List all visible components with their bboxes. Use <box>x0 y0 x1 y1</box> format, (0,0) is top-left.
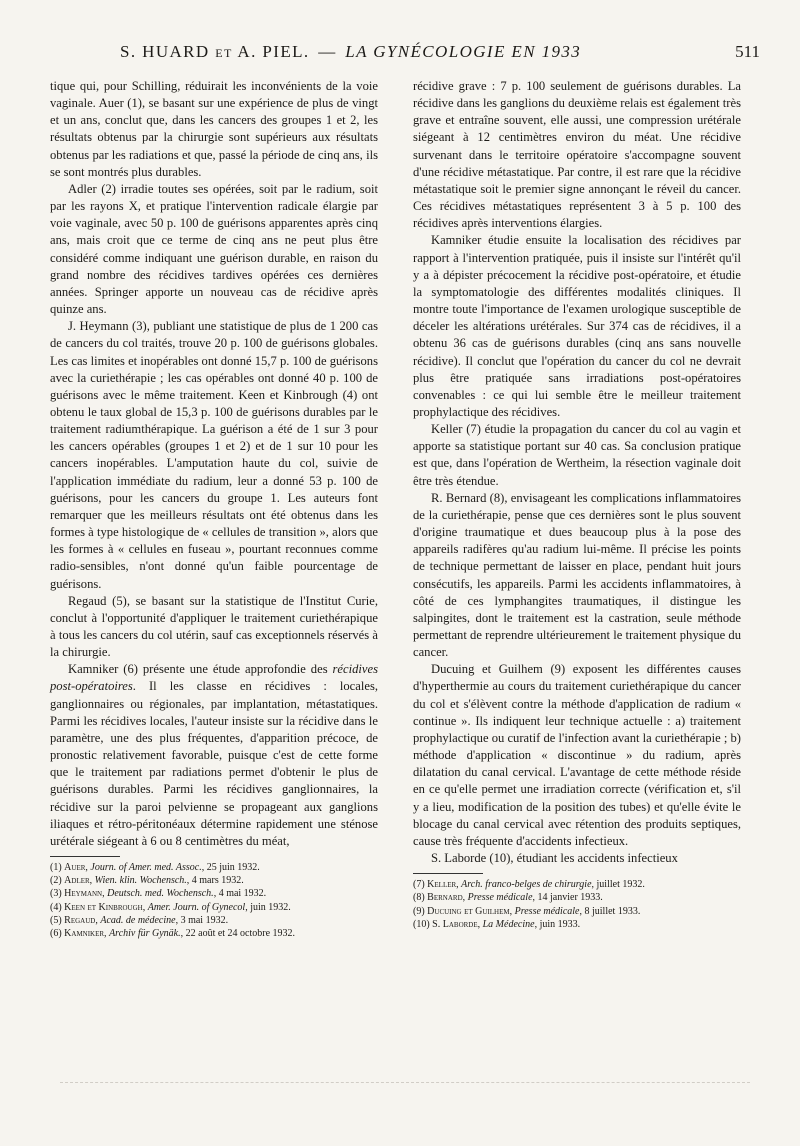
footnote <box>50 914 378 927</box>
page-bottom-smudge <box>60 1082 750 1095</box>
footnote <box>413 905 741 918</box>
footnote-rule <box>50 856 120 857</box>
footnote <box>50 901 378 914</box>
footnote <box>413 891 741 904</box>
text-run: Kamniker (6) présente une étude approfondie des <box>68 662 333 677</box>
footnote-author: Regaud, <box>64 914 98 926</box>
footnote-number: (10) <box>413 918 430 930</box>
left-column <box>50 78 378 940</box>
footnote-author: Bernard, <box>427 892 466 904</box>
footnotes <box>50 861 378 940</box>
footnote-source: Deutsch. med. Wochensch. <box>107 888 214 900</box>
page-number: 511 <box>735 42 760 61</box>
footnote-number: (1) <box>50 862 62 874</box>
paragraph: R. Bernard (8), envisageant les complications inflammatoires de la curiethérapie, pense que ces dernières sont le plus souvent d'origine traumatique et dues beaucoup plus à la pose des appareils radifères qu'au radium lui-même. Il précise les points de technique permettant de laisser en place, pendant huit jours consécutifs, les appareils. Parmi les accidents inflammatoires, à côté de ces lymphangites traumatiques, il distingue les salpingites, dont le traitement est la castration, seule méthode permettant de reprendre ultérieurement le traitement physique du cancer. <box>413 490 741 660</box>
footnote-date: , 22 août et 24 octobre 1932. <box>180 928 296 940</box>
footnote-number: (8) <box>413 892 425 904</box>
paragraph: Kamniker étudie ensuite la localisation des récidives par rapport à l'intervention pratiquée, puis il insiste sur l'intérêt qu'il y a à dépister précocement la récidive post-opératoire, et étudie la symptomatologie des différentes modalités cliniques. Il montre toute l'importance de l'examen urologique susceptible de déceler les altérations urétérales. Sur 374 cas de récidives, il a obtenu 36 cas de guérisons durables (cinq ans sans nouvelle récidive). Il conclut que l'opération du cancer du col ne devrait plus être pratiquée sans irradiations post-opératoires convenables : ce qui lui semble être le meilleur traitement prophylactique des récidives. <box>413 233 741 419</box>
footnote-source: Arch. franco-belges de chirurgie <box>461 879 592 891</box>
footnote <box>50 887 378 900</box>
italic-term: récidives post-opératoires <box>50 662 378 694</box>
footnote <box>50 874 378 887</box>
footnote-source: Archiv für Gynäk. <box>109 928 181 940</box>
footnote-date: , juin 1933. <box>534 918 581 930</box>
footnote-number: (9) <box>413 905 425 917</box>
footnote-number: (3) <box>50 888 62 900</box>
footnote-date: , 25 juin 1932. <box>201 862 260 874</box>
footnote-number: (5) <box>50 914 62 926</box>
paragraph: S. Laborde (10), étudiant les accidents infectieux <box>431 851 678 866</box>
footnote-date: , juillet 1932. <box>591 879 645 891</box>
footnote-number: (2) <box>50 875 62 887</box>
paragraph: J. Heymann (3), publiant une statistique de plus de 1 200 cas de cancers du col traités, trouve 20 p. 100 de guérisons globales. Les cas limites et inopérables ont donné 15,7 p. 100 de guérisons avec la curiethérapie ; les cas opérables ont donné 40 p. 100 de guérisons avec le même traitement. Keen et Kinbrough (4) ont obtenu le taux global de 15,3 p. 100 de guérisons durables par le traitement radiumthérapique. La guérison a été de 1 sur 3 pour les cancers opérables (groupes 1 et 2) et de 1 sur 10 pour les cancers inopérables. L'amputation haute du col, suivie de l'application immédiate du radium, leur a donné 53 p. 100 de guérisons, pour les cancers du groupe 1. Les auteurs font remarquer que les meilleurs résultats ont été obtenus dans les formes à type histologique de « cellules de transition », alors que les formes à « cellules en fuseau », pourtant reconnues comme radio-sensibles, n'ont donné qu'un faible pourcentage de guérisons. <box>50 319 378 591</box>
paragraph: récidive grave : 7 p. 100 seulement de guérisons durables. La récidive dans les ganglions du deuxième relais est également très grave et entraîne souvent, elle aussi, une compression urétérale siégeant à 12 centimètres environ du méat. Une récidive survenant dans le territoire opératoire s'accompagne souvent d'une récidive métastatique. Par contre, il est rare que la récidive métastatique soit le premier signe annonçant le réveil du cancer. Ces récidives métastatiques représentent 3 à 5 p. 100 des récidives après interventions élargies. <box>413 79 741 231</box>
paragraph: tique qui, pour Schilling, réduirait les inconvénients de la voie vaginale. Auer (1), se basant sur une expérience de plus de vingt et un ans, conclut que, dans les cancers des groupes 1 et 2, les résultats obtenus par la chirurgie sont supérieurs aux résultats obtenus par les radiations et que, passé la période de cinq ans, ils se sont montrés plus durables. <box>50 79 378 179</box>
footnote-source: Wien. klin. Wochensch. <box>94 875 187 887</box>
footnote-date: , juin 1932. <box>245 901 291 913</box>
footnote-author: S. Laborde, <box>432 918 481 930</box>
paragraph: Ducuing et Guilhem (9) exposent les différentes causes d'hyperthermie au cours du traitement curiethérapique du cancer du col et s'élèvent contre la méthode d'application de radium « continue ». Ils indiquent leur technique actuelle : a) traitement prophylactique ou curatif de l'infection avant la curiethérapie ; b) méthode d'application « discontinue » du radium, après dilatation du canal cervical. L'avantage de cette méthode réside en ce qu'elle permet une irradiation correcte (vérification et, s'il y a lieu, modification de la position des tubes) et qu'elle évite le blocage du canal cervical avec rétention des produits septiques, cause très fréquente d'accidents infectieux. <box>413 662 741 848</box>
paragraph-kamniker <box>50 661 378 850</box>
footnote-source: Presse médicale <box>467 892 533 904</box>
footnote-source: Acad. de médecine <box>100 914 176 926</box>
paragraph: Adler (2) irradie toutes ses opérées, soit par le radium, soit par les rayons X, et pratique l'intervention radicale élargie par voie vaginale, avec 50 p. 100 de guérisons apparentes après cinq ans, mais croit que ce terme de cinq ans ne peut plus être considéré comme indiquant une guérison durable, en raison du grand nombre des récidives tardives opérées ces dernières années. Springer apporte un nouveau cas de récidive après quinze ans. <box>50 181 378 317</box>
text-run: . Il les classe en récidives : locales, ganglionnaires ou régionales, par implantation, métastatiques. Parmi les récidives locales, l'auteur insiste sur la récidive dans le paramètre, une des plus fréquentes, d'apparition précoce, de pronostic relativement favorable, puisque c'est de cette forme que le traitement par radiations permet d'obtenir le plus de guérisons durables. Parmi les récidives ganglionnaires, la récidive sur la paroi pelvienne se propageant aux ganglions iliaques et rétro-péritonéaux détermine rapidement une sténose urétérale siégeant à 6 ou 8 centimètres du méat, <box>50 679 378 848</box>
footnote <box>413 918 741 931</box>
footnote-author: Ducuing et Guilhem, <box>427 905 513 917</box>
footnote-author: Auer, <box>64 862 88 874</box>
footnote-number: (4) <box>50 901 62 913</box>
footnote-author: Keller, <box>427 879 459 891</box>
footnote <box>413 878 741 891</box>
header-authors: S. HUARD et A. PIEL. <box>120 42 310 61</box>
footnote-number: (6) <box>50 928 62 940</box>
paragraph: Keller (7) étudie la propagation du cancer du col au vagin et apporte sa statistique portant sur 40 cas. Sa conclusion pratique est que, dans l'opération de Wertheim, la résection vaginale doit être très étendue. <box>413 422 741 488</box>
footnote-date: , 14 janvier 1933. <box>532 892 603 904</box>
paragraph: Regaud (5), se basant sur la statistique de l'Institut Curie, conclut à l'opportunité d'appliquer le traitement curiethérapique à tous les cancers du col utérin, sauf cas exceptionnels réservés à la chirurgie. <box>50 593 378 660</box>
footnote <box>50 861 378 874</box>
running-head <box>120 42 581 62</box>
footnote-author: Keen et Kinbrough, <box>64 901 146 913</box>
right-column <box>413 78 741 931</box>
footnote-source: Journ. of Amer. med. Assoc. <box>90 862 202 874</box>
running-header <box>60 42 760 70</box>
footnote-number: (7) <box>413 879 425 891</box>
header-title: LA GYNÉCOLOGIE EN 1933 <box>345 42 582 61</box>
footnote-date: , 4 mai 1932. <box>213 888 267 900</box>
footnote-author: Heymann, <box>64 888 105 900</box>
header-dash: — <box>318 42 337 61</box>
footnote-source: Presse médicale <box>514 905 580 917</box>
footnotes <box>413 878 741 931</box>
footnote-rule <box>413 873 483 874</box>
footnote-author: Adler, <box>64 875 93 887</box>
footnote-source: Amer. Journ. of Gynecol <box>147 901 246 913</box>
footnote <box>50 927 378 940</box>
footnote-author: Kamniker, <box>64 928 107 940</box>
footnote-date: , 8 juillet 1933. <box>579 905 641 917</box>
footnote-source: La Médecine <box>482 918 535 930</box>
footnote-date: , 4 mars 1932. <box>186 875 244 887</box>
footnote-date: , 3 mai 1932. <box>175 914 229 926</box>
